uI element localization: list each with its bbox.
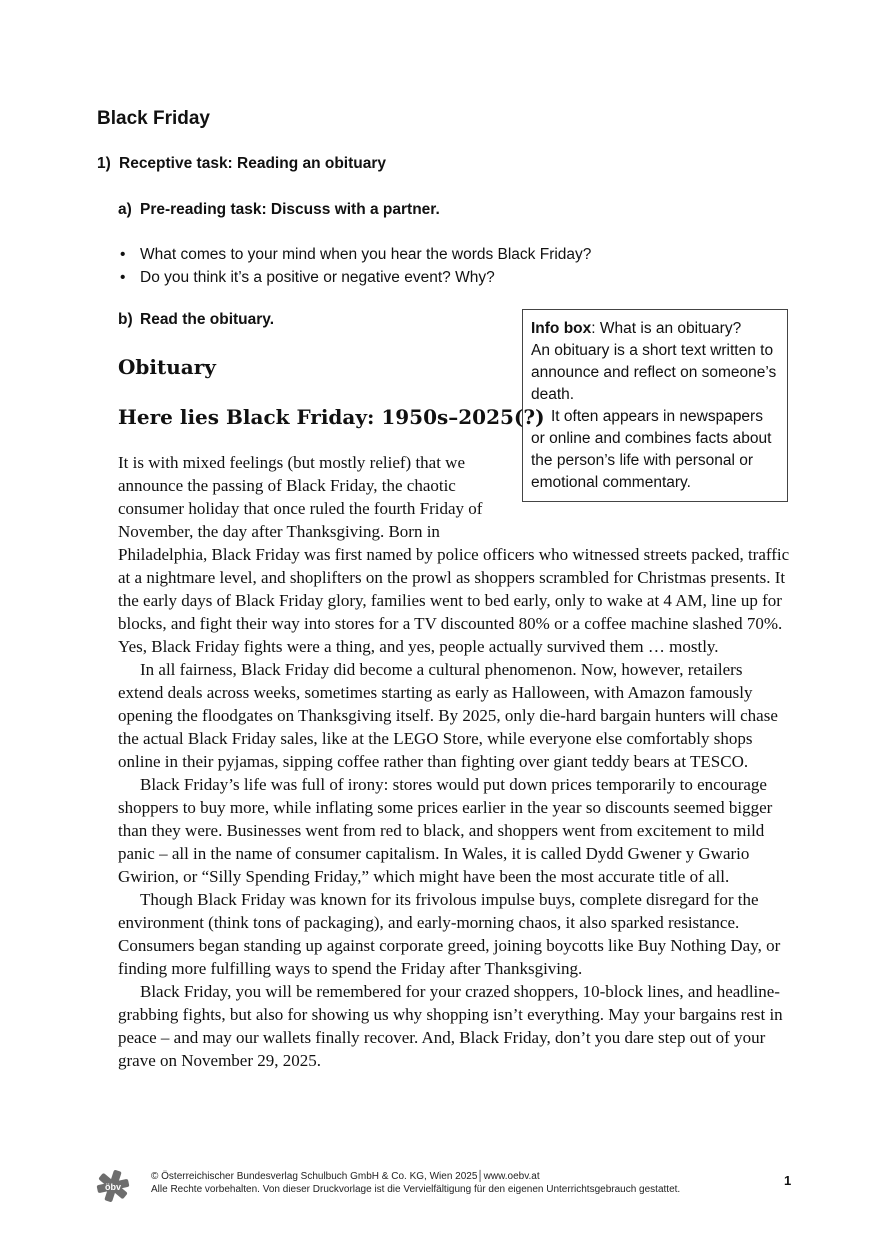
discussion-questions [118,243,591,289]
task-a-letter: a) [118,201,132,218]
task-a-title: Pre-reading task: Discuss with a partner. [140,201,440,218]
section-title: Receptive task: Reading an obituary [119,155,387,172]
task-b-heading [118,311,274,329]
task-a-heading [118,201,440,219]
copyright-line: © Österreichischer Bundesverlag Schulbuch GmbH & Co. KG, Wien 2025│www.oebv.at [151,1171,540,1182]
list-item: • What comes to your mind when you hear the words Black Friday? [118,243,591,266]
rights-line: Alle Rechte vorbehalten. Von dieser Druckvorlage ist die Vervielfältigung für den eigenen Unterrichtsgebrauch gestattet. [151,1184,681,1195]
task-b-title: Read the obituary. [140,311,275,328]
task-b-letter: b) [118,311,133,328]
section-number: 1) [97,155,111,172]
obituary-paragraph: It is with mixed feelings (but mostly relief) that we announce the passing of Black Friday, the chaotic consumer holiday that once ruled the fourth Friday of November, the day after Thanksgiving. Born in Philadelphia, Black Friday was first named by police officers who witnessed streets packed, traffic at a nightmare level, and shoplifters on the prowl as shoppers scrambled for Christmas presents. It the early days of Black Friday glory, families went to bed early, only to wake at 4 AM, line up for blocks, and fight their way into stores for a TV discounted 80% or a coffee machine slashed 70%. Yes, Black Friday fights were a thing, and yes, people actually survived them … mostly. [118,453,790,656]
info-box-question: : What is an obituary? [591,320,742,337]
info-box-detail: It often appears in newspapers or online and combines facts about the person’s life with personal or emotional commentary. [531,408,772,491]
page-number: 1 [784,1173,792,1188]
publisher-logo [96,1168,130,1204]
obituary-heading: Obituary [118,355,216,379]
obituary-paragraph: Though Black Friday was known for its frivolous impulse buys, complete disregard for the environment (think tons of packaging), and early-morning chaos, it also sparked resistance. Consumers began standing up against corporate greed, joining boycotts like Buy Nothing Day, or finding more fulfilling ways to spend the Friday after Thanksgiving. [118,890,781,978]
info-box-definition: An obituary is a short text written to announce and reflect on someone’s death. [531,342,777,403]
list-item: • Do you think it’s a positive or negative event? Why? [118,266,591,289]
info-box-spacer [502,451,790,521]
obituary-body [118,451,790,1072]
obituary-title: Here lies Black Friday: 1950s–2025(?) [118,405,545,429]
section-heading [97,155,386,173]
page-title: Black Friday [97,108,210,129]
obituary-paragraph: In all fairness, Black Friday did become a cultural phenomenon. Now, however, retailers extend deals across weeks, sometimes starting as early as Halloween, with Amazon famously opening the floodgates on Thanksgiving itself. By 2025, only die-hard bargain hunters will chase the actual Black Friday sales, like at the LEGO Store, while everyone else comfortably shops online in their pyjamas, sipping coffee rather than fighting over giant teddy bears at TESCO. [118,660,778,771]
obituary-paragraph: Black Friday, you will be remembered for your crazed shoppers, 10-block lines, and headline-grabbing fights, but also for showing us why shopping isn’t everything. May your bargains rest in peace – and may our wallets finally recover. And, Black Friday, don’t you dare step out of your grave on November 29, 2025. [118,982,783,1070]
logo-text: öbv [104,1182,122,1192]
info-box-heading [531,318,777,340]
copyright-notice [151,1170,680,1196]
obituary-paragraph: Black Friday’s life was full of irony: stores would put down prices temporarily to encourage shoppers to buy more, while inflating some prices earlier in the year so discounts seemed bigger than they were. Businesses went from red to black, and shoppers went from excitement to mild panic – all in the name of consumer capitalism. In Wales, it is called Dydd Gwener y Gwario Gwirion, or “Silly Spending Friday,” which might have been the most accurate title of all. [118,775,773,886]
info-box-label: Info box [531,320,592,337]
